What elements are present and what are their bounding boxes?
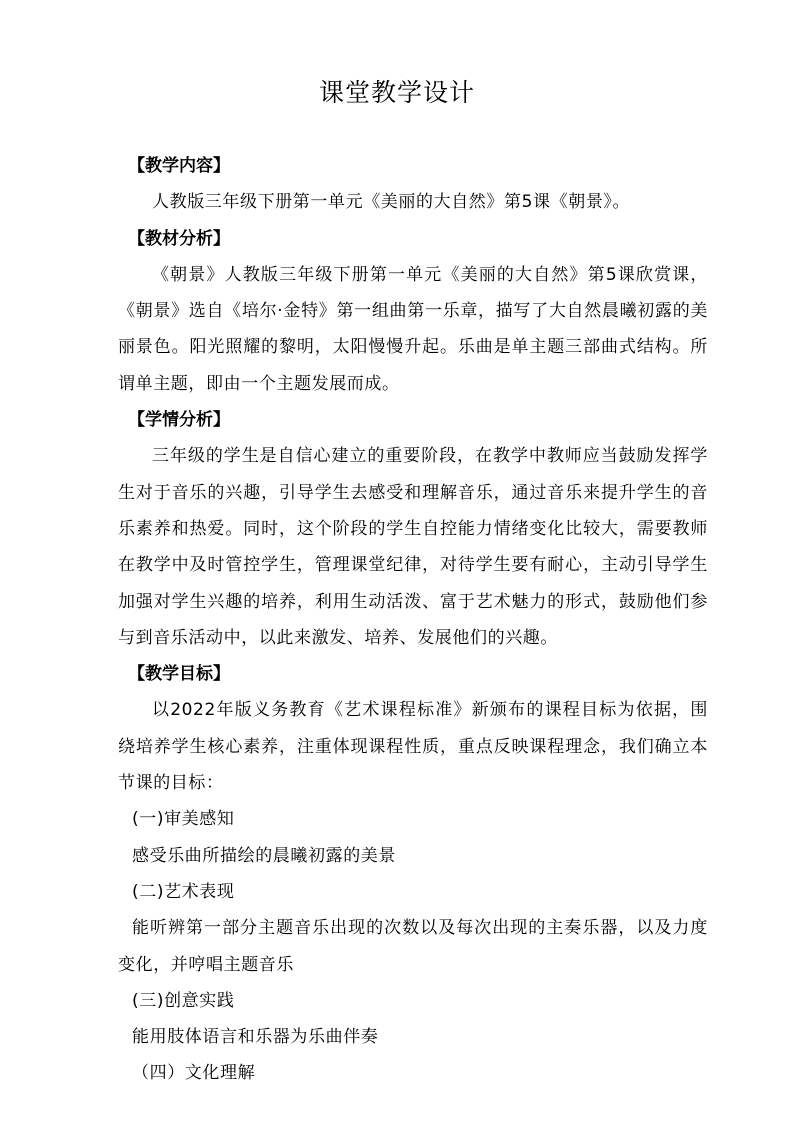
teaching-goals-heading: 【教学目标】 bbox=[128, 664, 230, 685]
goal-2-label: (二)艺术表现 bbox=[132, 881, 235, 902]
goal-3-label: (三)创意实践 bbox=[132, 990, 235, 1011]
goal-2-text: 能听辨第一部分主题音乐出现的次数以及每次出现的主奏乐器，以及力度变化，并哼唱主题音乐 bbox=[118, 918, 708, 975]
teaching-goals-text: 以2022年版义务教育《艺术课程标准》新颁布的课程目标为依据，围绕培养学生核心素养，注重体现课程性质，重点反映课程理念，我们确立本节课的目标： bbox=[118, 700, 708, 794]
page-title: 课堂教学设计 bbox=[318, 78, 475, 107]
teaching-content-heading: 【教学内容】 bbox=[128, 156, 230, 176]
document-body bbox=[118, 148, 708, 1092]
student-analysis-text: 三年级的学生是自信心建立的重要阶段，在教学中教师应当鼓励发挥学生对于音乐的兴趣，引导学生去感受和理解音乐，通过音乐来提升学生的音乐素养和热爱。同时，这个阶段的学生自控能力情绪变化比较大，需要教师在教学中及时管控学生，管理课堂纪律，对待学生要有耐心，主动引导学生加强对学生兴趣的培养，利用生动活泼、富于艺术魅力的形式，鼓励他们参与到音乐活动中，以此来激发、培养、发展他们的兴趣。 bbox=[118, 446, 708, 648]
goal-4-label: （四）文化理解 bbox=[132, 1063, 256, 1084]
teaching-content-text: 人教版三年级下册第一单元《美丽的大自然》第5课《朝景》。 bbox=[152, 192, 631, 213]
goal-1-text: 感受乐曲所描绘的晨曦初露的美景 bbox=[132, 845, 396, 866]
material-analysis-text: 《朝景》人教版三年级下册第一单元《美丽的大自然》第5课欣赏课，《朝景》选自《培尔·金特》第一组曲第一乐章，描写了大自然晨曦初露的美丽景色。阳光照耀的黎明，太阳慢慢升起。乐曲是单主题三部曲式结构。所谓单主题，即由一个主题发展而成。 bbox=[118, 264, 708, 394]
goal-3-text: 能用肢体语言和乐器为乐曲伴奏 bbox=[132, 1027, 379, 1048]
material-analysis-heading: 【教材分析】 bbox=[128, 228, 230, 249]
goal-1-label: (一)审美感知 bbox=[132, 809, 235, 830]
student-analysis-heading: 【学情分析】 bbox=[128, 410, 230, 431]
